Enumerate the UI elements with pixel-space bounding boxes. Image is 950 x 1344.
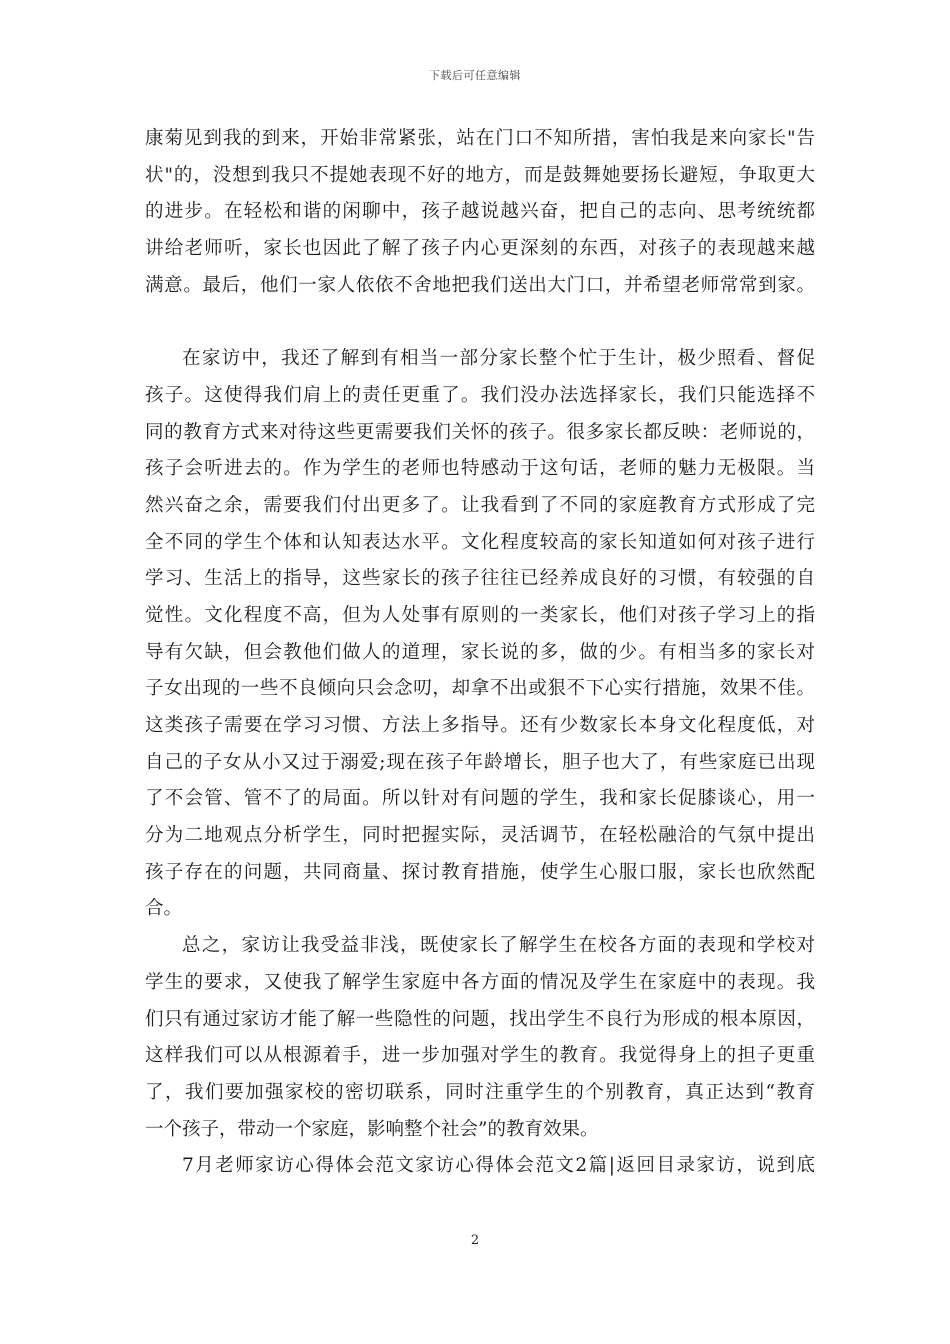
text-line: 觉性。文化程度不高，但为人处事有原则的一类家长，他们对孩子学习上的指 [145,604,815,626]
page-header: 下载后可任意编辑 [429,69,521,82]
text-line: 这类孩子需要在学习习惯、方法上多指导。还有少数家长本身文化程度低，对 [145,715,815,736]
text-line: 全不同的学生个体和认知表达水平。文化程度较高的家长知道如何对孩子进行 [145,531,815,553]
text-line: 在家访中，我还了解到有相当一部分家长整个忙于生计，极少照看、督促 [182,348,815,370]
text-line: 分为二地观点分析学生，同时把握实际，灵活调节，在轻松融洽的气氛中提出 [145,825,815,847]
text-line: 学生的要求，又使我了解学生家庭中各方面的情况及学生在家庭中的表现。我 [145,971,815,993]
text-line: 这样我们可以从根源着手，进一步加强对学生的教育。我觉得身上的担子更重 [145,1045,815,1067]
text-line: 孩子存在的问题，共同商量、探讨教育措施，使学生心服口服，家长也欣然配 [145,861,815,883]
text-line: 孩子会听进去的。作为学生的老师也特感动于这句话，老师的魅力无极限。当 [145,458,815,480]
text-line: 了不会管、管不了的局面。所以针对有问题的学生，我和家长促膝谈心，用一 [145,788,815,810]
text-line: 了，我们要加强家校的密切联系，同时注重学生的个别教育，真正达到“教育 [145,1081,815,1103]
page-number: 2 [470,1233,480,1248]
text-line: 然兴奋之余，需要我们付出更多了。让我看到了不同的家庭教育方式形成了完 [145,494,815,516]
text-line: 同的教育方式来对待这些更需要我们关怀的孩子。很多家长都反映：老师说的， [145,421,815,443]
text-line: 孩子。这使得我们肩上的责任更重了。我们没办法选择家长，我们只能选择不 [145,384,815,406]
text-line: 满意。最后，他们一家人依依不舍地把我们送出大门口，并希望老师常常到家。 [145,274,815,296]
document-body [145,121,815,1185]
text-line: 康菊见到我的到来，开始非常紧张，站在门口不知所措，害怕我是来向家长"告 [145,128,815,149]
text-line: 导有欠缺，但会教他们做人的道理，家长说的多，做的少。有相当多的家长对 [145,641,815,663]
text-line: 们只有通过家访才能了解一些隐性的问题，找出学生不良行为形成的根本原因， [145,1008,815,1030]
text-line: 自己的子女从小又过于溺爱;现在孩子年龄增长，胆子也大了，有些家庭已出现 [145,751,815,773]
text-line: 子女出现的一些不良倾向只会念叨，却拿不出或狠不下心实行措施，效果不佳。 [145,678,815,700]
text-line: 讲给老师听，家长也因此了解了孩子内心更深刻的东西，对孩子的表现越来越 [145,238,815,260]
text-line: 的进步。在轻松和谐的闲聊中，孩子越说越兴奋，把自己的志向、思考统统都 [145,201,815,223]
text-line: 学习、生活上的指导，这些家长的孩子往往已经养成良好的习惯，有较强的自 [145,568,815,590]
text-line: 合。 [145,898,183,920]
text-line: 总之，家访让我受益非浅，既使家长了解学生在校各方面的表现和学校对 [182,935,815,957]
text-line: 一个孩子，带动一个家庭，影响整个社会”的教育效果。 [145,1118,599,1140]
paragraph-gap [145,304,815,341]
text-line: 7月老师家访心得体会范文家访心得体会范文2篇|返回目录家访，说到底 [182,1155,815,1177]
text-line: 状"的，没想到我只不提她表现不好的地方，而是鼓舞她要扬长避短，争取更大 [145,164,815,186]
